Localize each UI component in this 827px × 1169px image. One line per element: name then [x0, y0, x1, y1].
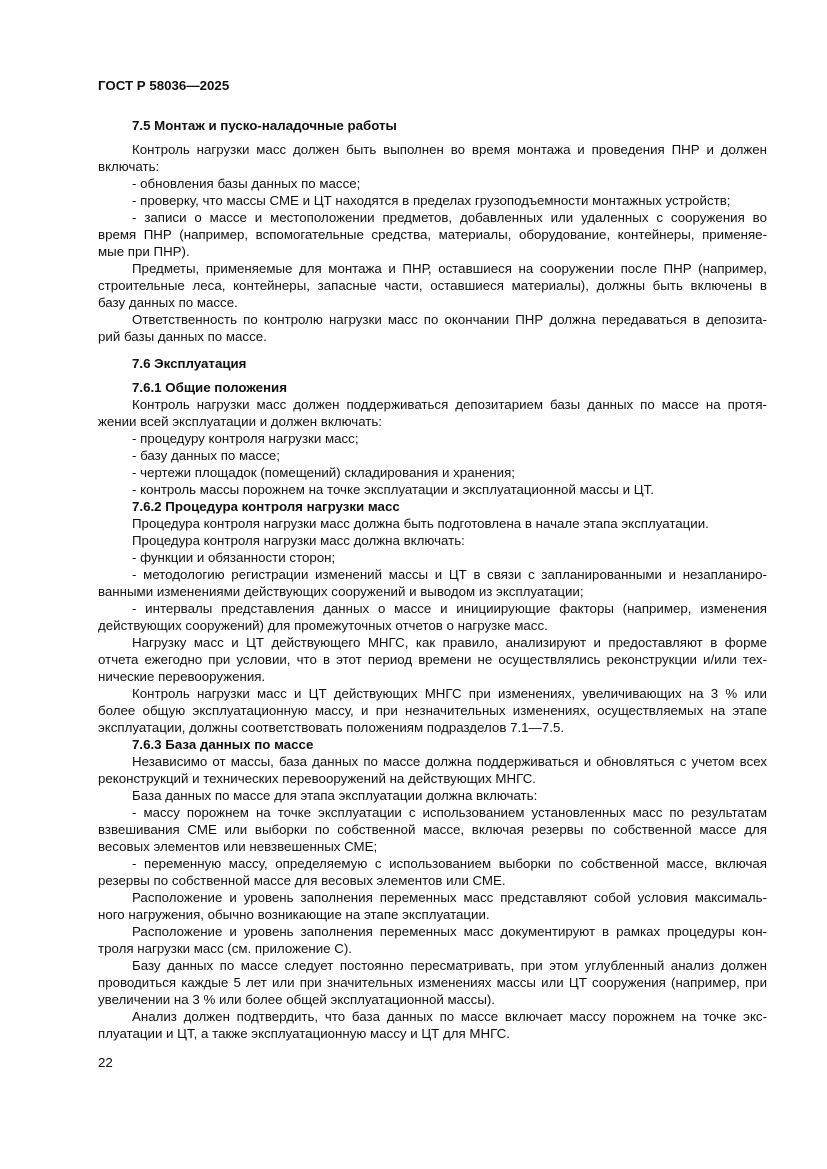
- text-line: нические перевооружения.: [98, 669, 266, 684]
- text-line: рий базы данных по массе.: [98, 329, 267, 344]
- list-item: - контроль массы порожнем на точке эксплуатации и эксплуатационной массы и ЦТ.: [132, 482, 654, 497]
- text-line: Независимо от массы, база данных по массе должна поддерживаться и обновляться с учетом всех: [132, 754, 767, 769]
- list-item: - процедуру контроля нагрузки масс;: [132, 431, 359, 446]
- text-line: Контроль нагрузки масс должен поддерживаться депозитарием базы данных по массе на протя-: [132, 397, 767, 412]
- text-line: Контроль нагрузки масс и ЦТ действующих МНГС при изменениях, увеличивающих на 3 % или: [132, 686, 767, 701]
- text-line: более общую эксплуатационную массу, и при незначительных изменениях, осуществляемых на этапе: [98, 703, 767, 718]
- list-item: - проверку, что массы СМЕ и ЦТ находятся в пределах грузоподъемности монтажных устройств;: [132, 193, 731, 208]
- text-line: отчета ежегодно при условии, что в этот период времени не осуществлялись реконструкции и/или тех-: [98, 652, 767, 667]
- text-line: резервы по собственной массе для весовых элементов или СМЕ.: [98, 873, 506, 888]
- text-line: Контроль нагрузки масс должен быть выполнен во время монтажа и проведения ПНР и должен: [132, 142, 767, 157]
- heading-7-6-3: 7.6.3 База данных по массе: [132, 737, 314, 752]
- list-item: - переменную массу, определяемую с использованием выборки по собственной массе, включая: [132, 856, 767, 871]
- heading-7-6: 7.6 Эксплуатация: [132, 356, 247, 371]
- text-line: весовых элементов или невзвешенных СМЕ;: [98, 839, 378, 854]
- text-line: Базу данных по массе следует постоянно пересматривать, при этом углубленный анализ должен: [132, 958, 767, 973]
- text-line: Процедура контроля нагрузки масс должна включать:: [132, 533, 465, 548]
- text-line: Предметы, применяемые для монтажа и ПНР, оставшиеся на сооружении после ПНР (например,: [132, 261, 767, 276]
- text-line: строительные леса, контейнеры, запасные части, оставшиеся материалы), должны быть включены в: [98, 278, 767, 293]
- text-line: реконструкций и технических перевооружений на действующих МНГС.: [98, 771, 537, 786]
- text-line: Нагрузку масс и ЦТ действующего МНГС, как правило, анализируют и предоставляют в форме: [132, 635, 767, 650]
- text-line: Расположение и уровень заполнения переменных масс документируют в рамках процедуры кон-: [132, 924, 767, 939]
- page-number: 22: [98, 1055, 113, 1070]
- text-line: ного нагружения, обычно возникающие на этапе эксплуатации.: [98, 907, 490, 922]
- heading-7-6-2: 7.6.2 Процедура контроля нагрузки масс: [132, 499, 400, 514]
- text-line: взвешивания СМЕ или выборки по собственной массе, включая резервы по собственной массе для: [98, 822, 767, 837]
- list-item: - обновления базы данных по массе;: [132, 176, 361, 191]
- list-item: - базу данных по массе;: [132, 448, 280, 463]
- text-line: действующих сооружений) для промежуточных отчетов о нагрузке масс.: [98, 618, 548, 633]
- text-line: плуатации и ЦТ, а также эксплуатационную массу и ЦТ для МНГС.: [98, 1026, 510, 1041]
- text-line: включать:: [98, 159, 160, 174]
- text-line: проводиться каждые 5 лет или при значительных изменениях массы или ЦТ сооружения (например, при: [98, 975, 767, 990]
- text-line: Ответственность по контролю нагрузки масс по окончании ПНР должна передаваться в депозита-: [132, 312, 767, 327]
- heading-7-5: 7.5 Монтаж и пуско-наладочные работы: [132, 118, 397, 133]
- text-line: мые при ПНР).: [98, 244, 190, 259]
- text-line: Процедура контроля нагрузки масс должна быть подготовлена в начале этапа эксплуатации.: [132, 516, 709, 531]
- list-item: - методологию регистрации изменений массы и ЦТ в связи с запланированными и незапланиро-: [132, 567, 767, 582]
- text-line: базу данных по массе.: [98, 295, 238, 310]
- text-line: троля нагрузки масс (см. приложение С).: [98, 941, 352, 956]
- text-line: эксплуатации, должны соответствовать положениям подразделов 7.1—7.5.: [98, 720, 565, 735]
- text-line: увеличении на 3 % или более общей эксплуатационной массы).: [98, 992, 495, 1007]
- text-line: Расположение и уровень заполнения переменных масс представляют собой условия максималь-: [132, 890, 767, 905]
- list-item: - записи о массе и местоположении предметов, добавленных или удаленных с сооружения во: [132, 210, 767, 225]
- list-item: - функции и обязанности сторон;: [132, 550, 336, 565]
- text-line: База данных по массе для этапа эксплуатации должна включать:: [132, 788, 538, 803]
- list-item: - интервалы представления данных о массе и инициирующие факторы (например, изменения: [132, 601, 767, 616]
- standard-header: ГОСТ Р 58036—2025: [98, 78, 230, 93]
- text-line: Анализ должен подтвердить, что база данных по массе включает массу порожнем на точке экс-: [132, 1009, 767, 1024]
- text-line: ванными изменениями действующих сооружений и выводом из эксплуатации;: [98, 584, 584, 599]
- text-line: время ПНР (например, вспомогательные средства, материалы, оборудование, контейнеры, применяе-: [98, 227, 767, 242]
- text-line: жении всей эксплуатации и должен включать:: [98, 414, 383, 429]
- list-item: - чертежи площадок (помещений) складирования и хранения;: [132, 465, 516, 480]
- heading-7-6-1: 7.6.1 Общие положения: [132, 380, 287, 395]
- list-item: - массу порожнем на точке эксплуатации с использованием установленных масс по результатам: [132, 805, 767, 820]
